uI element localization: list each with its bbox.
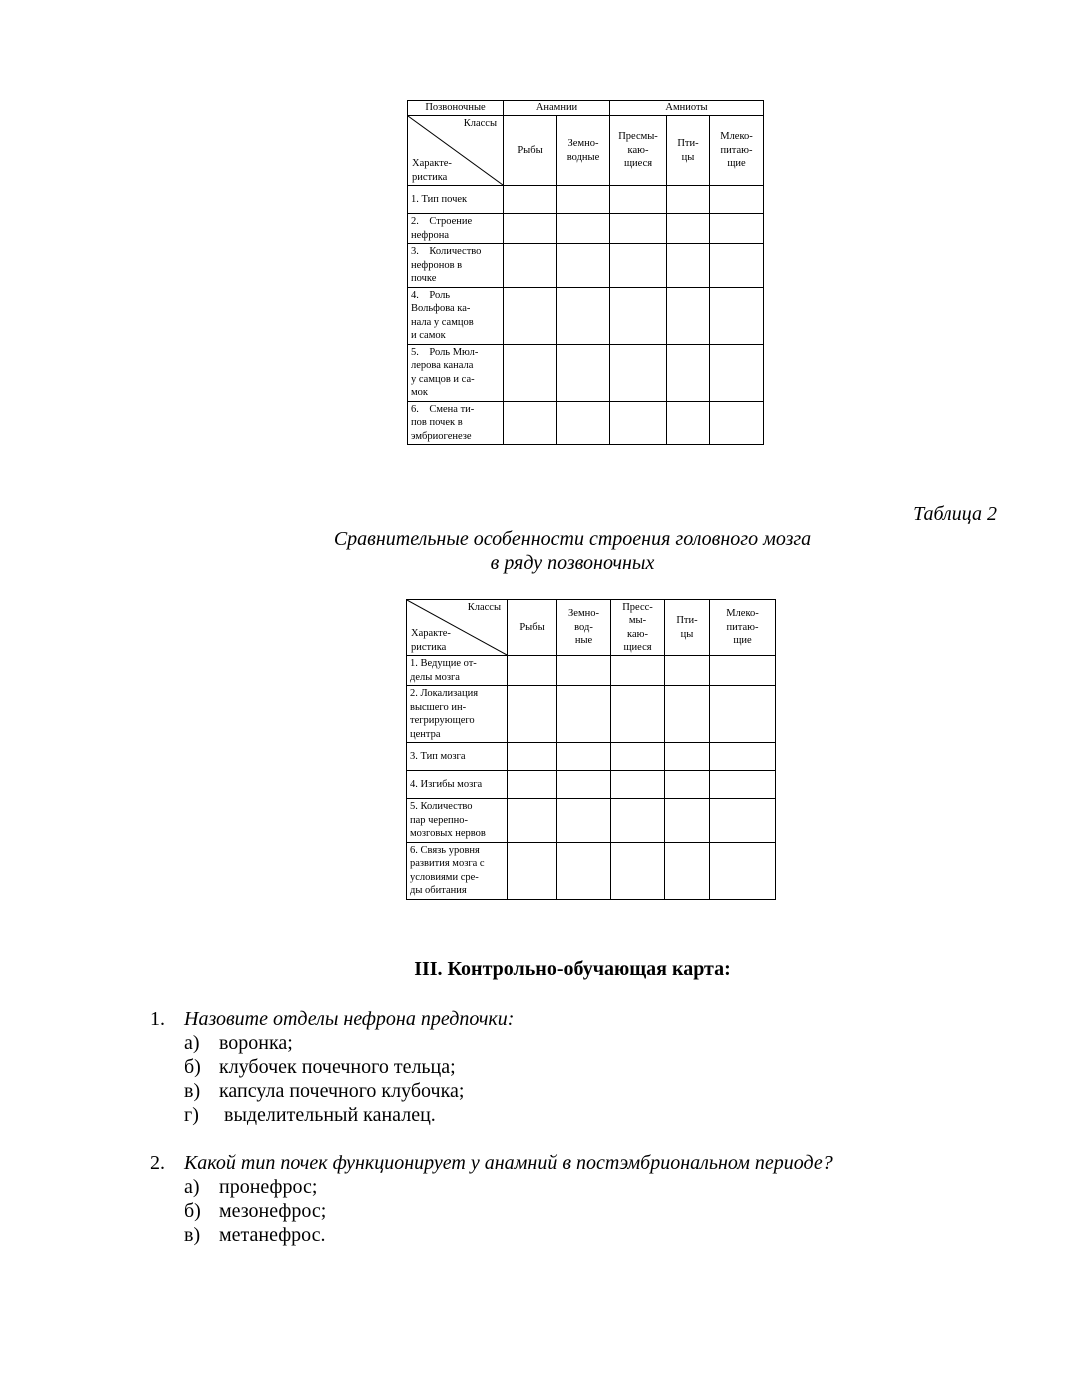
empty-cell xyxy=(710,344,764,401)
column-header: Пти- цы xyxy=(667,116,710,186)
empty-cell xyxy=(665,743,710,771)
empty-cell xyxy=(667,344,710,401)
empty-cell xyxy=(610,344,667,401)
empty-cell xyxy=(557,743,611,771)
table-row xyxy=(407,686,776,743)
option-letter: г) xyxy=(184,1104,199,1126)
table-label: Таблица 2 xyxy=(913,503,997,525)
empty-cell xyxy=(667,214,710,244)
row-label: 1. Тип почек xyxy=(408,186,504,214)
empty-cell xyxy=(667,186,710,214)
empty-cell xyxy=(504,344,557,401)
empty-cell xyxy=(611,743,665,771)
empty-cell xyxy=(710,244,764,288)
empty-cell xyxy=(557,799,611,843)
empty-cell xyxy=(557,686,611,743)
table-row xyxy=(407,842,776,899)
empty-cell xyxy=(504,186,557,214)
question-number: 1. xyxy=(150,1008,165,1030)
empty-cell xyxy=(504,401,557,445)
empty-cell xyxy=(557,656,611,686)
empty-cell xyxy=(508,771,557,799)
question-1 xyxy=(150,1007,514,1127)
diag-characteristic-label: Характе- ристика xyxy=(411,628,451,653)
empty-cell xyxy=(557,186,610,214)
empty-cell xyxy=(557,842,611,899)
column-header: Рыбы xyxy=(508,600,557,656)
empty-cell xyxy=(710,656,776,686)
empty-cell xyxy=(667,287,710,344)
row-label: 3. Тип мозга xyxy=(407,743,508,771)
empty-cell xyxy=(557,401,610,445)
diagonal-header-cell xyxy=(407,600,508,656)
empty-cell xyxy=(610,401,667,445)
empty-cell xyxy=(710,686,776,743)
empty-cell xyxy=(665,771,710,799)
empty-cell xyxy=(710,214,764,244)
answer-option xyxy=(184,1223,833,1247)
empty-cell xyxy=(611,656,665,686)
row-label: 2. Строение нефрона xyxy=(408,214,504,244)
option-letter: а) xyxy=(184,1176,200,1198)
column-header: Пресс- мы- каю- щиеся xyxy=(611,600,665,656)
empty-cell xyxy=(557,214,610,244)
table-row xyxy=(407,743,776,771)
diag-classes-label: Классы xyxy=(463,118,497,129)
empty-cell xyxy=(611,686,665,743)
answer-option xyxy=(184,1055,514,1079)
row-label: 6. Связь уровня развития мозга с условиями сре- ды обитания xyxy=(407,842,508,899)
column-header: Земно- водные xyxy=(557,116,610,186)
answer-option xyxy=(184,1103,514,1127)
empty-cell xyxy=(508,656,557,686)
section-title: III. Контрольно-обучающая карта: xyxy=(414,958,731,980)
row-label: 5. Количество пар черепно- мозговых нервов xyxy=(407,799,508,843)
empty-cell xyxy=(710,799,776,843)
empty-cell xyxy=(665,686,710,743)
option-letter: в) xyxy=(184,1224,201,1246)
empty-cell xyxy=(710,287,764,344)
empty-cell xyxy=(665,656,710,686)
empty-cell xyxy=(610,244,667,288)
empty-cell xyxy=(508,743,557,771)
option-text: мезонефрос; xyxy=(219,1200,327,1222)
table-row xyxy=(408,214,764,244)
table-row xyxy=(408,344,764,401)
question-text: Назовите отделы нефрона предпочки: xyxy=(184,1008,515,1030)
empty-cell xyxy=(710,186,764,214)
diagonal-header-cell xyxy=(408,116,504,186)
empty-cell xyxy=(610,287,667,344)
group-header-anamnia: Анамнии xyxy=(504,101,610,116)
answer-option xyxy=(184,1031,514,1055)
row-label: 4. Изгибы мозга xyxy=(407,771,508,799)
diag-characteristic-label: Характе- ристика xyxy=(412,158,452,183)
table-row xyxy=(408,186,764,214)
empty-cell xyxy=(504,214,557,244)
empty-cell xyxy=(667,401,710,445)
empty-cell xyxy=(667,244,710,288)
empty-cell xyxy=(508,686,557,743)
group-header-vertebrates: Позвоночные xyxy=(408,101,504,116)
question-text: Какой тип почек функционирует у анамний в постэмбриональном периоде? xyxy=(184,1152,833,1174)
row-label: 5. Роль Мюл- лерова канала у самцов и са- мок xyxy=(408,344,504,401)
empty-cell xyxy=(610,214,667,244)
table-row xyxy=(407,799,776,843)
empty-cell xyxy=(710,842,776,899)
table-row xyxy=(408,401,764,445)
row-label: 4. Роль Вольфова ка- нала у самцов и самок xyxy=(408,287,504,344)
column-header: Млеко- питаю- щие xyxy=(710,116,764,186)
kidney-comparison-table xyxy=(407,100,764,445)
row-label: 1. Ведущие от- делы мозга xyxy=(407,656,508,686)
column-header: Рыбы xyxy=(504,116,557,186)
table-title: Сравнительные особенности строения головного мозга в ряду позвоночных xyxy=(333,528,812,574)
empty-cell xyxy=(557,244,610,288)
answer-option xyxy=(184,1079,514,1103)
empty-cell xyxy=(504,287,557,344)
diag-classes-label: Классы xyxy=(467,602,501,613)
empty-cell xyxy=(665,842,710,899)
group-header-amniota: Амниоты xyxy=(610,101,764,116)
empty-cell xyxy=(557,771,611,799)
empty-cell xyxy=(610,186,667,214)
empty-cell xyxy=(611,771,665,799)
question-number: 2. xyxy=(150,1152,165,1174)
option-letter: в) xyxy=(184,1080,201,1102)
row-label: 3. Количество нефронов в почке xyxy=(408,244,504,288)
empty-cell xyxy=(710,771,776,799)
empty-cell xyxy=(508,842,557,899)
option-text: клубочек почечного тельца; xyxy=(219,1056,456,1078)
empty-cell xyxy=(557,287,610,344)
option-text: воронка; xyxy=(219,1032,293,1054)
column-header: Земно- вод- ные xyxy=(557,600,611,656)
option-text: выделительный каналец. xyxy=(219,1104,436,1126)
brain-comparison-table xyxy=(406,599,776,900)
column-header: Пресмы- каю- щиеся xyxy=(610,116,667,186)
empty-cell xyxy=(557,344,610,401)
empty-cell xyxy=(611,842,665,899)
answer-option xyxy=(184,1199,833,1223)
question-2 xyxy=(150,1151,833,1247)
option-letter: б) xyxy=(184,1200,201,1222)
empty-cell xyxy=(665,799,710,843)
empty-cell xyxy=(611,799,665,843)
empty-cell xyxy=(508,799,557,843)
table-row xyxy=(407,771,776,799)
row-label: 6. Смена ти- пов почек в эмбриогенезе xyxy=(408,401,504,445)
empty-cell xyxy=(710,743,776,771)
table-row xyxy=(407,656,776,686)
answer-option xyxy=(184,1175,833,1199)
empty-cell xyxy=(504,244,557,288)
option-letter: б) xyxy=(184,1056,201,1078)
row-label: 2. Локализация высшего ин- тегрирующего центра xyxy=(407,686,508,743)
empty-cell xyxy=(710,401,764,445)
table-row xyxy=(408,287,764,344)
column-header: Пти- цы xyxy=(665,600,710,656)
column-header: Млеко- питаю- щие xyxy=(710,600,776,656)
option-text: пронефрос; xyxy=(219,1176,318,1198)
option-letter: а) xyxy=(184,1032,200,1054)
option-text: капсула почечного клубочка; xyxy=(219,1080,465,1102)
option-text: метанефрос. xyxy=(219,1224,326,1246)
table-row xyxy=(408,244,764,288)
